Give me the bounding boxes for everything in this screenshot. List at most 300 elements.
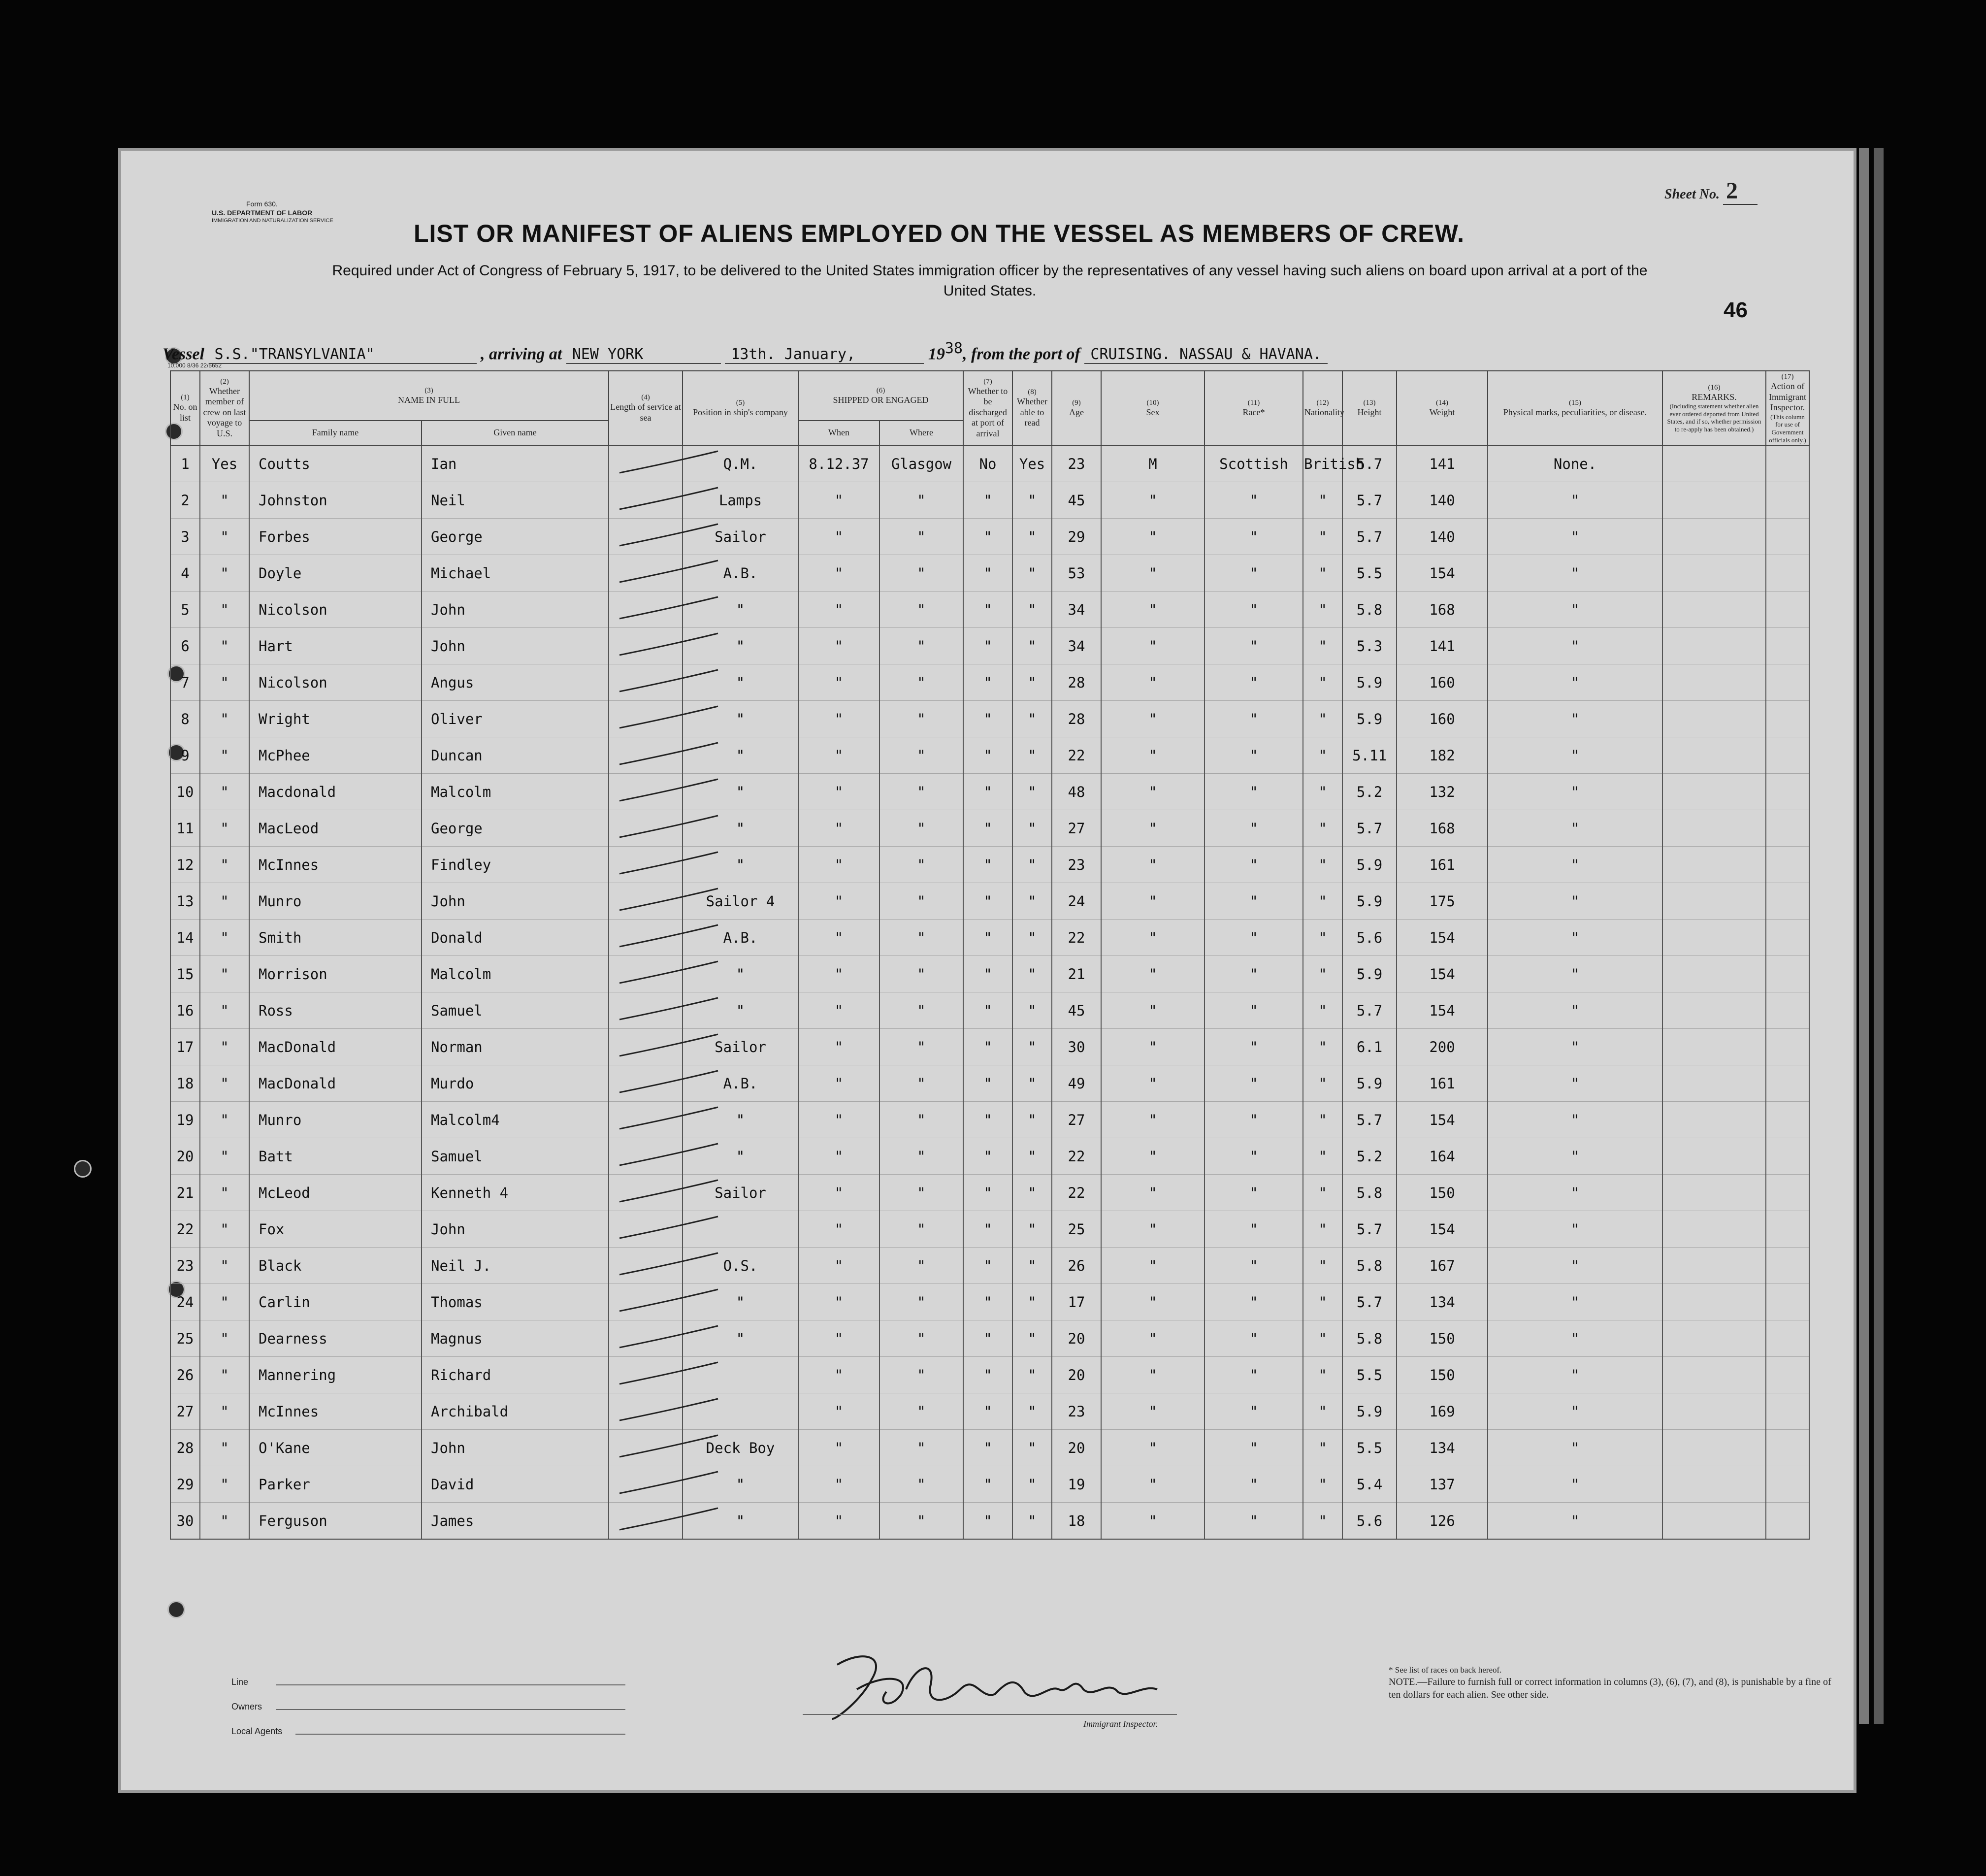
position-cell: " xyxy=(683,847,798,883)
length-service-tick xyxy=(610,593,728,623)
height-cell: 5.3 xyxy=(1342,628,1397,664)
able-to-read-cell: " xyxy=(1012,1503,1052,1540)
shipped-when-cell: " xyxy=(798,1029,879,1065)
weight-cell: 150 xyxy=(1397,1320,1488,1357)
given-name-cell: Samuel xyxy=(422,992,609,1029)
length-service-tick xyxy=(610,484,728,513)
shipped-when-cell: " xyxy=(798,992,879,1029)
discharged-cell: " xyxy=(963,1175,1012,1211)
given-name-cell: Ian xyxy=(422,445,609,482)
sex-cell: " xyxy=(1101,1175,1205,1211)
physical-marks-cell: " xyxy=(1488,1211,1662,1248)
given-name-cell: James xyxy=(422,1503,609,1540)
family-name-cell: MacDonald xyxy=(249,1065,422,1102)
length-service-tick xyxy=(610,921,728,951)
col-inspector-action-header: (17) Action of Immigrant Inspector. (This column for use of Government officials only.) xyxy=(1766,371,1809,445)
family-name-cell: Morrison xyxy=(249,956,422,992)
shipped-where-cell: " xyxy=(879,1284,963,1320)
age-cell: 23 xyxy=(1052,445,1101,482)
able-to-read-cell: " xyxy=(1012,555,1052,592)
height-cell: 5.9 xyxy=(1342,847,1397,883)
able-to-read-cell: Yes xyxy=(1012,445,1052,482)
form-header xyxy=(212,199,333,225)
length-service-tick xyxy=(610,1103,728,1133)
weight-cell: 140 xyxy=(1397,482,1488,519)
height-cell: 5.8 xyxy=(1342,1320,1397,1357)
given-name-cell: John xyxy=(422,628,609,664)
nationality-cell: " xyxy=(1303,592,1342,628)
position-cell: " xyxy=(683,1503,798,1540)
weight-cell: 169 xyxy=(1397,1393,1488,1430)
remarks-cell xyxy=(1662,1357,1766,1393)
col-weight-header: (14) Weight xyxy=(1397,371,1488,445)
list-number-cell: 14 xyxy=(170,920,200,956)
race-cell: " xyxy=(1205,701,1303,737)
given-name-cell: Angus xyxy=(422,664,609,701)
nationality-cell: " xyxy=(1303,1065,1342,1102)
col-discharged-header: (7) Whether to be discharged at port of arrival xyxy=(963,371,1012,445)
able-to-read-cell: " xyxy=(1012,1211,1052,1248)
crew-last-voyage-cell: " xyxy=(200,1393,249,1430)
discharged-cell: " xyxy=(963,1393,1012,1430)
list-number-cell: 6 xyxy=(170,628,200,664)
list-number-cell: 22 xyxy=(170,1211,200,1248)
crew-last-voyage-cell: " xyxy=(200,1466,249,1503)
nationality-cell: " xyxy=(1303,774,1342,810)
crew-last-voyage-cell: " xyxy=(200,592,249,628)
remarks-cell xyxy=(1662,1284,1766,1320)
height-cell: 5.7 xyxy=(1342,519,1397,555)
position-cell: A.B. xyxy=(683,920,798,956)
inspector-action-cell xyxy=(1766,445,1809,482)
inspector-action-cell xyxy=(1766,1175,1809,1211)
from-label: , from the port of xyxy=(962,345,1080,363)
table-row xyxy=(170,1430,1809,1466)
physical-marks-cell: " xyxy=(1488,992,1662,1029)
position-cell: " xyxy=(683,810,798,847)
length-service-cell xyxy=(609,1138,683,1175)
position-cell: " xyxy=(683,1466,798,1503)
discharged-cell: " xyxy=(963,664,1012,701)
nationality-cell: " xyxy=(1303,1357,1342,1393)
sex-cell: " xyxy=(1101,1393,1205,1430)
length-service-tick xyxy=(610,1249,728,1279)
remarks-cell xyxy=(1662,1503,1766,1540)
length-service-tick xyxy=(610,739,728,768)
length-service-cell xyxy=(609,482,683,519)
physical-marks-cell: " xyxy=(1488,737,1662,774)
discharged-cell: " xyxy=(963,1248,1012,1284)
shipped-when-cell: " xyxy=(798,664,879,701)
discharged-cell: " xyxy=(963,555,1012,592)
given-name-cell: Malcolm4 xyxy=(422,1102,609,1138)
weight-cell: 154 xyxy=(1397,555,1488,592)
family-name-cell: Parker xyxy=(249,1466,422,1503)
remarks-cell xyxy=(1662,1175,1766,1211)
length-service-tick xyxy=(610,994,728,1023)
age-cell: 27 xyxy=(1052,810,1101,847)
race-cell: " xyxy=(1205,664,1303,701)
shipped-when-cell: 8.12.37 xyxy=(798,445,879,482)
family-name-cell: Ross xyxy=(249,992,422,1029)
shipped-where-cell: " xyxy=(879,774,963,810)
length-service-cell xyxy=(609,1503,683,1540)
height-cell: 5.9 xyxy=(1342,701,1397,737)
crew-last-voyage-cell: " xyxy=(200,628,249,664)
sex-cell: " xyxy=(1101,1284,1205,1320)
height-cell: 5.9 xyxy=(1342,1393,1397,1430)
race-cell: " xyxy=(1205,1102,1303,1138)
family-name-cell: Nicolson xyxy=(249,592,422,628)
position-cell: Q.M. xyxy=(683,445,798,482)
given-name-cell: Magnus xyxy=(422,1320,609,1357)
race-cell: " xyxy=(1205,1138,1303,1175)
physical-marks-cell: " xyxy=(1488,956,1662,992)
family-name-cell: Black xyxy=(249,1248,422,1284)
height-cell: 5.5 xyxy=(1342,1430,1397,1466)
age-cell: 29 xyxy=(1052,519,1101,555)
shipped-when-cell: " xyxy=(798,956,879,992)
list-number-cell: 26 xyxy=(170,1357,200,1393)
weight-cell: 134 xyxy=(1397,1284,1488,1320)
physical-marks-cell: " xyxy=(1488,1503,1662,1540)
inspector-action-cell xyxy=(1766,774,1809,810)
signature-drawing xyxy=(817,1645,1202,1729)
inspector-action-cell xyxy=(1766,628,1809,664)
sex-cell: " xyxy=(1101,1102,1205,1138)
sex-cell: " xyxy=(1101,883,1205,920)
able-to-read-cell: " xyxy=(1012,701,1052,737)
length-service-cell xyxy=(609,1357,683,1393)
length-service-tick xyxy=(610,629,728,659)
list-number-cell: 23 xyxy=(170,1248,200,1284)
position-cell: Sailor xyxy=(683,1175,798,1211)
able-to-read-cell: " xyxy=(1012,664,1052,701)
list-number-cell: 27 xyxy=(170,1393,200,1430)
race-cell: " xyxy=(1205,1320,1303,1357)
remarks-cell xyxy=(1662,701,1766,737)
shipped-when-cell: " xyxy=(798,1175,879,1211)
discharged-cell: " xyxy=(963,1466,1012,1503)
position-cell: " xyxy=(683,1284,798,1320)
nationality-cell: " xyxy=(1303,519,1342,555)
age-cell: 23 xyxy=(1052,1393,1101,1430)
arrival-port: NEW YORK xyxy=(566,346,721,364)
family-name-cell: O'Kane xyxy=(249,1430,422,1466)
nationality-cell: British xyxy=(1303,445,1342,482)
height-cell: 5.7 xyxy=(1342,810,1397,847)
crew-last-voyage-cell: " xyxy=(200,555,249,592)
list-number-cell: 21 xyxy=(170,1175,200,1211)
crew-last-voyage-cell: " xyxy=(200,1211,249,1248)
discharged-cell: No xyxy=(963,445,1012,482)
nationality-cell: " xyxy=(1303,1320,1342,1357)
shipped-when-cell: " xyxy=(798,810,879,847)
age-cell: 19 xyxy=(1052,1466,1101,1503)
shipped-where-cell: " xyxy=(879,519,963,555)
physical-marks-cell: " xyxy=(1488,847,1662,883)
crew-last-voyage-cell: " xyxy=(200,992,249,1029)
weight-cell: 167 xyxy=(1397,1248,1488,1284)
inspector-action-cell xyxy=(1766,664,1809,701)
age-cell: 22 xyxy=(1052,1138,1101,1175)
age-cell: 20 xyxy=(1052,1320,1101,1357)
arrival-date: 13th. January, xyxy=(725,346,924,364)
height-cell: 5.6 xyxy=(1342,920,1397,956)
shipped-where-cell: " xyxy=(879,1393,963,1430)
shipped-when-cell: " xyxy=(798,1430,879,1466)
list-number-cell: 30 xyxy=(170,1503,200,1540)
inspector-action-cell xyxy=(1766,482,1809,519)
position-cell: " xyxy=(683,1138,798,1175)
shipped-when-cell: " xyxy=(798,920,879,956)
list-number-cell: 15 xyxy=(170,956,200,992)
family-name-cell: McLeod xyxy=(249,1175,422,1211)
nationality-cell: " xyxy=(1303,1138,1342,1175)
remarks-cell xyxy=(1662,883,1766,920)
shipped-when-cell: " xyxy=(798,1357,879,1393)
family-name-cell: MacDonald xyxy=(249,1029,422,1065)
remarks-cell xyxy=(1662,737,1766,774)
able-to-read-cell: " xyxy=(1012,1065,1052,1102)
inspector-action-cell xyxy=(1766,1430,1809,1466)
length-service-tick xyxy=(610,1030,728,1060)
inspector-action-cell xyxy=(1766,810,1809,847)
physical-marks-cell: " xyxy=(1488,592,1662,628)
able-to-read-cell: " xyxy=(1012,1138,1052,1175)
height-cell: 5.9 xyxy=(1342,664,1397,701)
position-cell: " xyxy=(683,1320,798,1357)
race-cell: " xyxy=(1205,1503,1303,1540)
list-number-cell: 1 xyxy=(170,445,200,482)
weight-cell: 200 xyxy=(1397,1029,1488,1065)
weight-cell: 134 xyxy=(1397,1430,1488,1466)
table-row xyxy=(170,628,1809,664)
list-number-cell: 7 xyxy=(170,664,200,701)
footer-notes xyxy=(1389,1665,1842,1701)
shipped-where-cell: " xyxy=(879,1211,963,1248)
table-row xyxy=(170,1102,1809,1138)
shipped-where-cell: " xyxy=(879,701,963,737)
table-row xyxy=(170,810,1809,847)
shipped-when-cell: " xyxy=(798,592,879,628)
shipped-where-cell: " xyxy=(879,664,963,701)
age-cell: 34 xyxy=(1052,592,1101,628)
nationality-cell: " xyxy=(1303,992,1342,1029)
length-service-cell xyxy=(609,1102,683,1138)
age-cell: 25 xyxy=(1052,1211,1101,1248)
weight-cell: 160 xyxy=(1397,701,1488,737)
physical-marks-cell: " xyxy=(1488,1393,1662,1430)
sex-cell: " xyxy=(1101,1065,1205,1102)
sex-cell: " xyxy=(1101,956,1205,992)
table-row xyxy=(170,555,1809,592)
shipped-when-cell: " xyxy=(798,1248,879,1284)
weight-cell: 141 xyxy=(1397,445,1488,482)
list-number-cell: 4 xyxy=(170,555,200,592)
sex-cell: " xyxy=(1101,592,1205,628)
family-name-cell: Nicolson xyxy=(249,664,422,701)
race-cell: " xyxy=(1205,628,1303,664)
length-service-tick xyxy=(610,702,728,732)
race-cell: " xyxy=(1205,1175,1303,1211)
shipped-when-cell: " xyxy=(798,701,879,737)
position-cell: " xyxy=(683,1102,798,1138)
inspector-action-cell xyxy=(1766,1503,1809,1540)
height-cell: 5.8 xyxy=(1342,1248,1397,1284)
length-service-cell xyxy=(609,1029,683,1065)
table-row xyxy=(170,701,1809,737)
col-nationality-header: (12) Nationality xyxy=(1303,371,1342,445)
crew-last-voyage-cell: " xyxy=(200,1065,249,1102)
given-name-cell: Neil J. xyxy=(422,1248,609,1284)
length-service-tick xyxy=(610,1358,728,1388)
table-row xyxy=(170,1357,1809,1393)
age-cell: 22 xyxy=(1052,1175,1101,1211)
length-service-cell xyxy=(609,737,683,774)
discharged-cell: " xyxy=(963,1357,1012,1393)
length-service-cell xyxy=(609,1211,683,1248)
sex-cell: " xyxy=(1101,1248,1205,1284)
race-cell: " xyxy=(1205,1430,1303,1466)
family-name-cell: Mannering xyxy=(249,1357,422,1393)
age-cell: 22 xyxy=(1052,920,1101,956)
length-service-cell xyxy=(609,1065,683,1102)
binding-hole xyxy=(167,1601,185,1618)
shipped-when-cell: " xyxy=(798,482,879,519)
nationality-cell: " xyxy=(1303,1211,1342,1248)
weight-cell: 154 xyxy=(1397,920,1488,956)
crew-last-voyage-cell: " xyxy=(200,956,249,992)
nationality-cell: " xyxy=(1303,1430,1342,1466)
height-cell: 5.7 xyxy=(1342,1102,1397,1138)
col-where-header: Where xyxy=(879,421,963,445)
physical-marks-cell: " xyxy=(1488,1320,1662,1357)
col-crew-last-voyage-header: (2) Whether member of crew on last voyage to U.S. xyxy=(200,371,249,445)
discharged-cell: " xyxy=(963,737,1012,774)
age-cell: 28 xyxy=(1052,701,1101,737)
sex-cell: " xyxy=(1101,1503,1205,1540)
page-subtitle: Required under Act of Congress of February 5, 1917, to be delivered to the United States immigration officer by the representatives of any vessel having such aliens on board upon arrival at a port of the United States. xyxy=(332,263,1648,299)
race-cell: " xyxy=(1205,1393,1303,1430)
physical-marks-cell: " xyxy=(1488,1029,1662,1065)
table-row xyxy=(170,1065,1809,1102)
remarks-cell xyxy=(1662,519,1766,555)
given-name-cell: David xyxy=(422,1466,609,1503)
shipped-where-cell: " xyxy=(879,1430,963,1466)
crew-last-voyage-cell: " xyxy=(200,1029,249,1065)
remarks-cell xyxy=(1662,992,1766,1029)
length-service-cell xyxy=(609,555,683,592)
family-name-cell: Fox xyxy=(249,1211,422,1248)
inspector-action-cell xyxy=(1766,1065,1809,1102)
race-cell: " xyxy=(1205,737,1303,774)
able-to-read-cell: " xyxy=(1012,847,1052,883)
penalty-note: NOTE.—Failure to furnish full or correct information in columns (3), (6), (7), and (8), is punishable by a fine of ten dollars for each alien. See other side. xyxy=(1389,1677,1831,1701)
table-row xyxy=(170,883,1809,920)
sex-cell: " xyxy=(1101,810,1205,847)
service-name: IMMIGRATION AND NATURALIZATION SERVICE xyxy=(212,218,333,224)
length-service-tick xyxy=(610,775,728,805)
remarks-cell xyxy=(1662,1065,1766,1102)
length-service-tick xyxy=(610,557,728,586)
physical-marks-cell: " xyxy=(1488,1065,1662,1102)
race-cell: " xyxy=(1205,920,1303,956)
page-edge xyxy=(1874,148,1884,1724)
length-service-cell xyxy=(609,701,683,737)
length-service-tick xyxy=(610,1285,728,1315)
inspector-action-cell xyxy=(1766,1320,1809,1357)
length-service-tick xyxy=(610,1504,728,1534)
shipped-where-cell: " xyxy=(879,1357,963,1393)
given-name-cell: Murdo xyxy=(422,1065,609,1102)
family-name-cell: MacLeod xyxy=(249,810,422,847)
weight-cell: 168 xyxy=(1397,592,1488,628)
length-service-cell xyxy=(609,1393,683,1430)
length-service-tick xyxy=(610,1322,728,1351)
discharged-cell: " xyxy=(963,920,1012,956)
inspector-action-cell xyxy=(1766,1138,1809,1175)
height-cell: 5.7 xyxy=(1342,445,1397,482)
family-name-cell: McInnes xyxy=(249,1393,422,1430)
length-service-cell xyxy=(609,664,683,701)
position-cell: " xyxy=(683,956,798,992)
sex-cell: " xyxy=(1101,1357,1205,1393)
family-name-cell: Carlin xyxy=(249,1284,422,1320)
able-to-read-cell: " xyxy=(1012,519,1052,555)
nationality-cell: " xyxy=(1303,555,1342,592)
discharged-cell: " xyxy=(963,1065,1012,1102)
nationality-cell: " xyxy=(1303,664,1342,701)
shipped-when-cell: " xyxy=(798,1503,879,1540)
shipped-when-cell: " xyxy=(798,1284,879,1320)
height-cell: 5.6 xyxy=(1342,1503,1397,1540)
age-cell: 30 xyxy=(1052,1029,1101,1065)
nationality-cell: " xyxy=(1303,628,1342,664)
family-name-cell: McPhee xyxy=(249,737,422,774)
nationality-cell: " xyxy=(1303,1102,1342,1138)
list-number-cell: 5 xyxy=(170,592,200,628)
owners-label: Owners xyxy=(231,1702,262,1711)
col-physical-marks-header: (15) Physical marks, peculiarities, or disease. xyxy=(1488,371,1662,445)
table-row xyxy=(170,1029,1809,1065)
discharged-cell: " xyxy=(963,810,1012,847)
shipped-when-cell: " xyxy=(798,1138,879,1175)
crew-last-voyage-cell: " xyxy=(200,1175,249,1211)
year-suffix: 38 xyxy=(944,340,963,357)
table-row xyxy=(170,519,1809,555)
col-position-header: (5) Position in ship's company xyxy=(683,371,798,445)
shipped-when-cell: " xyxy=(798,737,879,774)
length-service-cell xyxy=(609,920,683,956)
height-cell: 5.8 xyxy=(1342,1175,1397,1211)
race-cell: " xyxy=(1205,592,1303,628)
shipped-where-cell: " xyxy=(879,1175,963,1211)
able-to-read-cell: " xyxy=(1012,482,1052,519)
table-row xyxy=(170,482,1809,519)
age-cell: 27 xyxy=(1052,1102,1101,1138)
table-row xyxy=(170,1175,1809,1211)
table-row xyxy=(170,1211,1809,1248)
inspector-action-cell xyxy=(1766,555,1809,592)
sex-cell: " xyxy=(1101,1029,1205,1065)
remarks-cell xyxy=(1662,1393,1766,1430)
table-row xyxy=(170,1248,1809,1284)
local-agents-label: Local Agents xyxy=(231,1726,283,1736)
list-number-cell: 25 xyxy=(170,1320,200,1357)
family-name-cell: Ferguson xyxy=(249,1503,422,1540)
shipped-when-cell: " xyxy=(798,1065,879,1102)
